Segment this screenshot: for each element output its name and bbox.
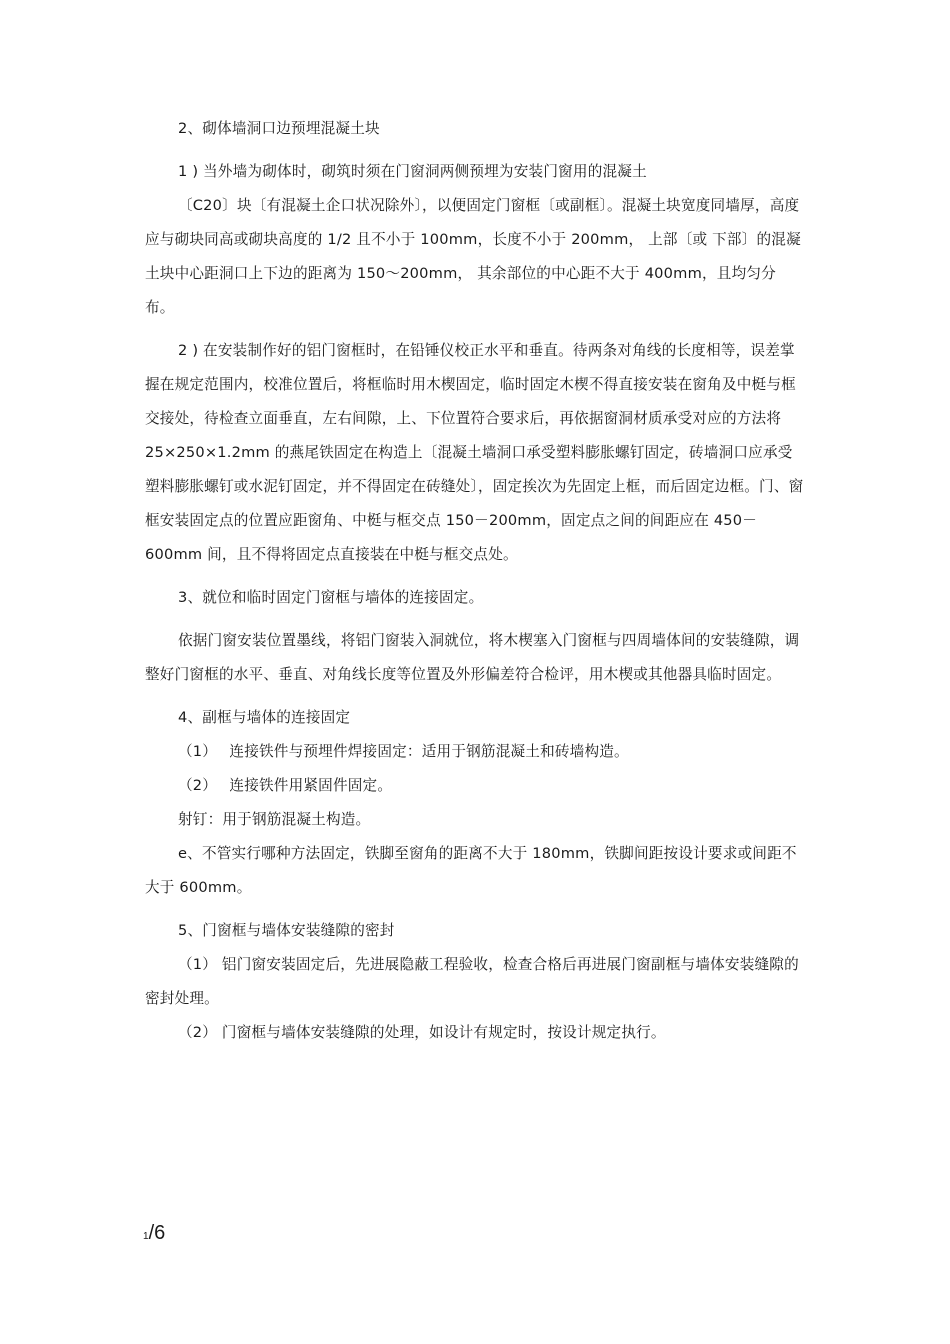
section-heading-3: 3、就位和临时固定门窗框与墙体的连接固定。 bbox=[178, 589, 484, 606]
paragraph-1-body: 〔C20〕块〔有混凝土企口状况除外〕，以便固定门窗框〔或副框〕。混凝土块宽度同墙厚，高度应与砌块同高或砌块高度的 1/2 且不小于 100mm，长度不小于 200mm， 上部〔或 下部〕的混凝土块中心距洞口上下边的距离为 150～200mm， 其余部位的中心距不大于 400mm，且均匀分布。 bbox=[145, 197, 801, 316]
paragraph-2: 2 ) 在安装制作好的铝门窗框时，在铅锤仪校正水平和垂直。待两条对角线的长度相等，误差掌握在规定范围内，校准位置后，将框临时用木楔固定，临时固定木楔不得直接安装在窗角及中梃与框交接处，待检查立面垂直，左右间隙，上、下位置符合要求后，再依据窗洞材质承受对应的方法将 25×250×1.2mm 的燕尾铁固定在构造上〔混凝土墙洞口承受塑料膨胀螺钉固定，砖墙洞口应承受塑料膨胀螺钉或水泥钉固定，并不得固定在砖缝处〕，固定挨次为先固定上框，而后固定边框。门、窗框安装固定点的位置应距窗角、中梃与框交点 150－200mm，固定点之间的间距应在 450－600mm 间，且不得将固定点直接装在中梃与框交点处。 bbox=[145, 342, 804, 563]
list-item-5-1: （1） 铝门窗安装固定后，先进展隐蔽工程验收，检查合格后再进展门窗副框与墙体安装缝隙的密封处理。 bbox=[145, 956, 799, 1007]
paragraph-4-e: e、不管实行哪种方法固定，铁脚至窗角的距离不大于 180mm，铁脚间距按设计要求或间距不大于 600mm。 bbox=[145, 845, 797, 896]
list-item-4-1: （1） 连接铁件与预埋件焊接固定：适用于钢筋混凝土和砖墙构造。 bbox=[178, 743, 629, 760]
paragraph-3: 依据门窗安装位置墨线，将铝门窗装入洞就位，将木楔塞入门窗框与四周墙体间的安装缝隙，调整好门窗框的水平、垂直、对角线长度等位置及外形偏差符合检评，用木楔或其他器具临时固定。 bbox=[145, 632, 800, 683]
page-number bbox=[143, 1222, 165, 1245]
list-item-4-2: （2） 连接铁件用紧固件固定。 bbox=[178, 777, 393, 794]
section-heading-4: 4、副框与墙体的连接固定 bbox=[178, 709, 351, 726]
section-heading-2: 2、砌体墙洞口边预埋混凝土块 bbox=[178, 120, 380, 137]
document-body bbox=[145, 112, 805, 1059]
page-current: 1 bbox=[143, 1231, 149, 1242]
page-separator: / bbox=[148, 1222, 155, 1244]
paragraph-4-nail: 射钉：用于钢筋混凝土构造。 bbox=[178, 811, 371, 828]
paragraph-1-intro: 1 ) 当外墙为砌体时，砌筑时须在门窗洞两侧预埋为安装门窗用的混凝土 bbox=[178, 163, 647, 180]
list-item-5-2: （2） 门窗框与墙体安装缝隙的处理，如设计有规定时，按设计规定执行。 bbox=[178, 1024, 666, 1041]
page-total: 6 bbox=[154, 1222, 166, 1244]
section-heading-5: 5、门窗框与墙体安装缝隙的密封 bbox=[178, 922, 395, 939]
